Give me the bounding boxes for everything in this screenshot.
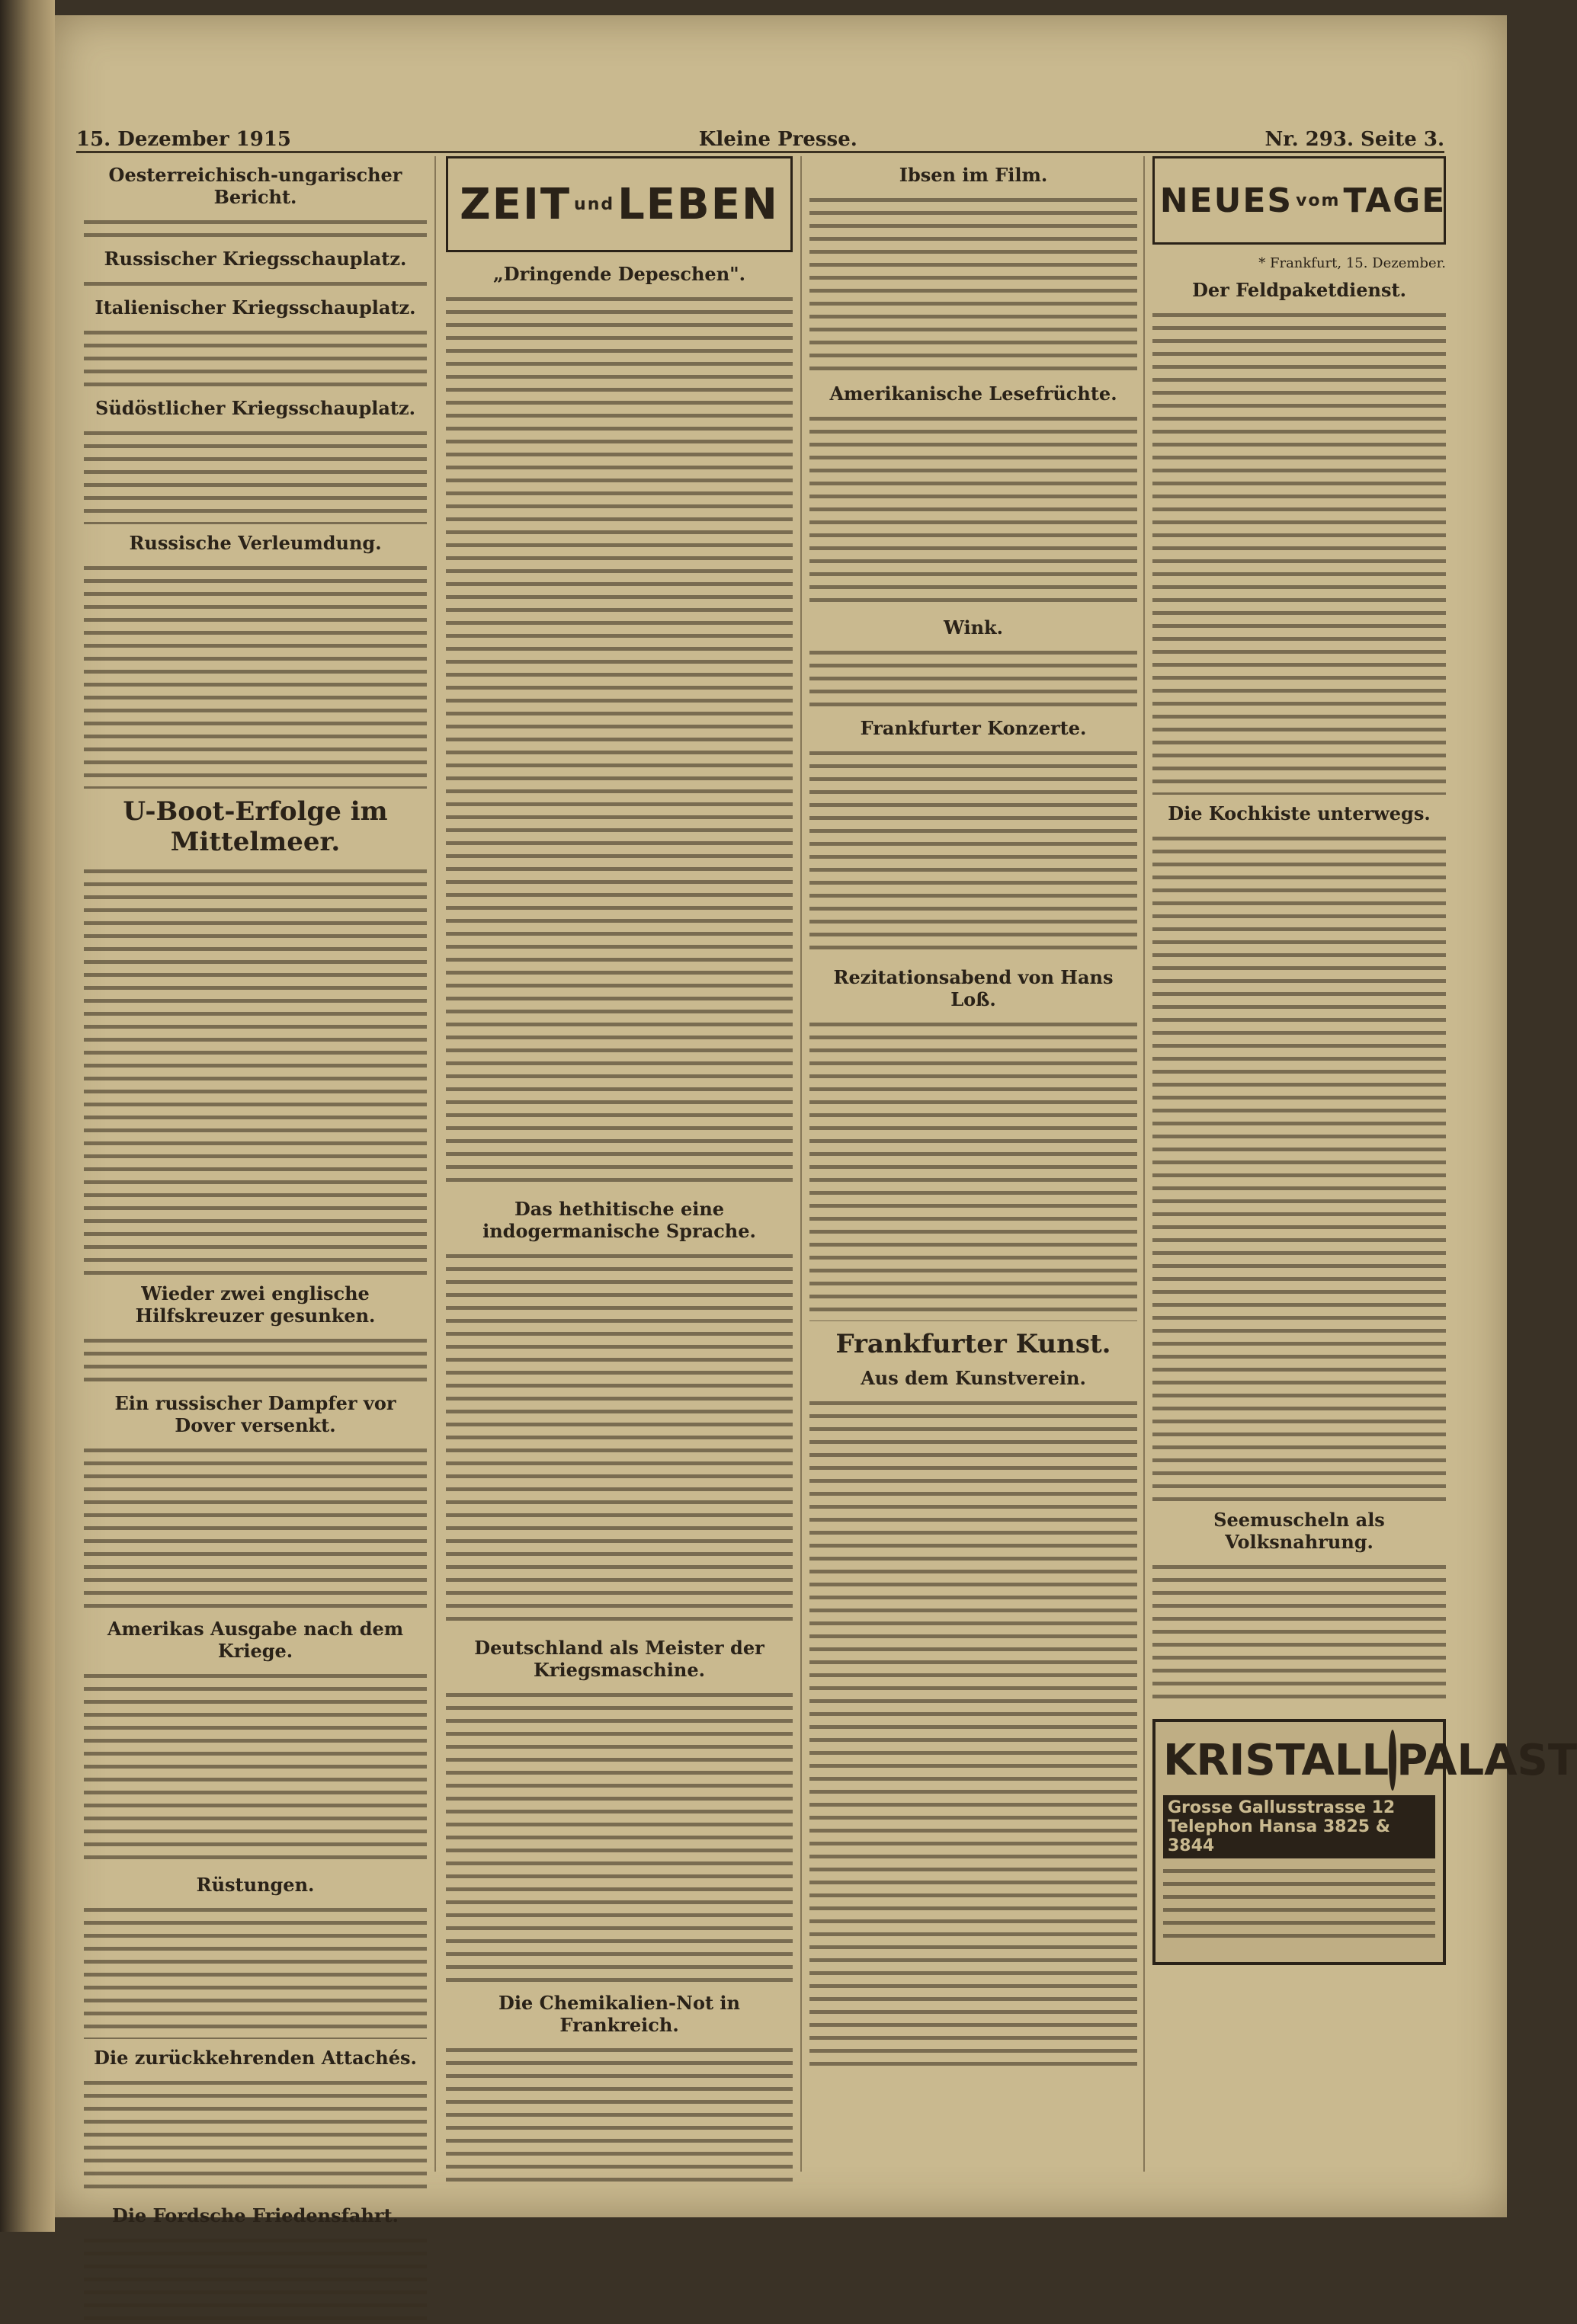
text-block xyxy=(446,2042,793,2187)
text-block xyxy=(446,1687,793,1984)
column-4 xyxy=(1152,156,1577,2172)
heading: Rüstungen. xyxy=(196,1874,315,1896)
masthead-word: und xyxy=(574,194,615,214)
heading: Ein russischer Dampfer vor Dover versenkt. xyxy=(114,1392,396,1436)
header-date: 15. Dezember 1915 xyxy=(76,128,292,151)
heading: U-Boot-Erfolge im Mittelmeer. xyxy=(123,796,388,857)
heading: „Dringende Depeschen". xyxy=(492,263,746,285)
masthead-word: ZEIT xyxy=(460,179,572,229)
column-rule xyxy=(800,156,802,2172)
heading: Südöstlicher Kriegsschauplatz. xyxy=(95,397,415,419)
column-rule xyxy=(1143,156,1145,2172)
column-rule xyxy=(434,156,436,2172)
heading: Amerikas Ausgabe nach dem Kriege. xyxy=(107,1618,404,1662)
ad-title xyxy=(1163,1730,1577,1791)
text-block xyxy=(809,745,1137,959)
text-block xyxy=(84,1902,427,2039)
heading: Die zurückkehrenden Attachés. xyxy=(94,2047,417,2069)
text-block xyxy=(84,325,427,389)
kristall-palast-advertisement xyxy=(1152,1719,1577,1965)
text-block xyxy=(84,1668,427,1866)
ad-text xyxy=(1163,1863,1435,1947)
text-block xyxy=(84,2075,427,2197)
text-block xyxy=(809,192,1137,375)
header-issue: Nr. 293. Seite 3. xyxy=(1264,128,1444,151)
masthead-word: TAGE xyxy=(1343,181,1447,220)
heading: Oesterreichisch-ungarischer Bericht. xyxy=(108,164,402,208)
page-header xyxy=(76,120,1444,153)
text-block xyxy=(84,276,427,289)
ad-address: Grosse Gallusstrasse 12 Telephon Hansa 3825 & 3844 xyxy=(1163,1795,1435,1858)
text-block xyxy=(84,863,427,1275)
heading: Der Feldpaketdienst. xyxy=(1192,279,1406,301)
heading: Deutschland als Meister der Kriegsmaschine. xyxy=(474,1637,764,1681)
masthead-word: NEUES xyxy=(1159,181,1293,220)
text-block xyxy=(84,560,427,789)
heading: Amerikanische Lesefrüchte. xyxy=(829,383,1117,405)
zeit-und-leben-masthead xyxy=(446,156,793,252)
neues-vom-tage-masthead xyxy=(1152,156,1446,245)
text-block xyxy=(1152,1559,1446,1704)
heading: Die Fordsche Friedensfahrt. xyxy=(112,2204,399,2226)
ad-title-word: PALAST xyxy=(1396,1735,1577,1785)
text-block xyxy=(84,1442,427,1610)
text-block xyxy=(84,214,427,240)
heading: Frankfurter Konzerte. xyxy=(860,717,1087,739)
text-block xyxy=(809,1016,1137,1321)
heading: Wink. xyxy=(943,616,1004,639)
column-2 xyxy=(446,156,793,2172)
heading: Ibsen im Film. xyxy=(899,164,1048,186)
dateline: * Frankfurt, 15. Dezember. xyxy=(1258,255,1446,271)
heading: Die Kochkiste unterwegs. xyxy=(1168,802,1431,824)
text-block xyxy=(84,2233,427,2324)
masthead-word: LEBEN xyxy=(617,179,779,229)
text-block xyxy=(1152,307,1446,795)
text-block xyxy=(809,645,1137,709)
heading: Seemuscheln als Volksnahrung. xyxy=(1213,1509,1385,1553)
heading: Russische Verleumdung. xyxy=(129,532,382,554)
text-block xyxy=(446,1248,793,1629)
header-paper-name: Kleine Presse. xyxy=(698,128,857,151)
heading: Italienischer Kriegsschauplatz. xyxy=(95,296,416,319)
text-block xyxy=(1152,831,1446,1501)
column-1 xyxy=(84,156,427,2226)
text-block xyxy=(809,1395,1137,2073)
text-block xyxy=(84,1333,427,1384)
heading: Rezitationsabend von Hans Loß. xyxy=(833,966,1114,1010)
heading: Wieder zwei englische Hilfskreuzer gesunken. xyxy=(135,1282,376,1327)
column-3 xyxy=(809,156,1137,2172)
heading: Das hethitische eine indogermanische Sprache. xyxy=(482,1198,756,1242)
masthead-word: vom xyxy=(1296,190,1341,210)
heading: Frankfurter Kunst. xyxy=(835,1329,1111,1359)
text-block xyxy=(446,291,793,1190)
book-spine xyxy=(0,0,55,2232)
ad-title-word: KRISTALL xyxy=(1163,1735,1389,1785)
text-block xyxy=(809,411,1137,609)
heading: Russischer Kriegsschauplatz. xyxy=(104,248,407,270)
heading: Die Chemikalien-Not in Frankreich. xyxy=(498,1992,740,2036)
text-block xyxy=(84,425,427,524)
clock-icon xyxy=(1389,1730,1396,1791)
subheading: Aus dem Kunstverein. xyxy=(861,1367,1086,1389)
